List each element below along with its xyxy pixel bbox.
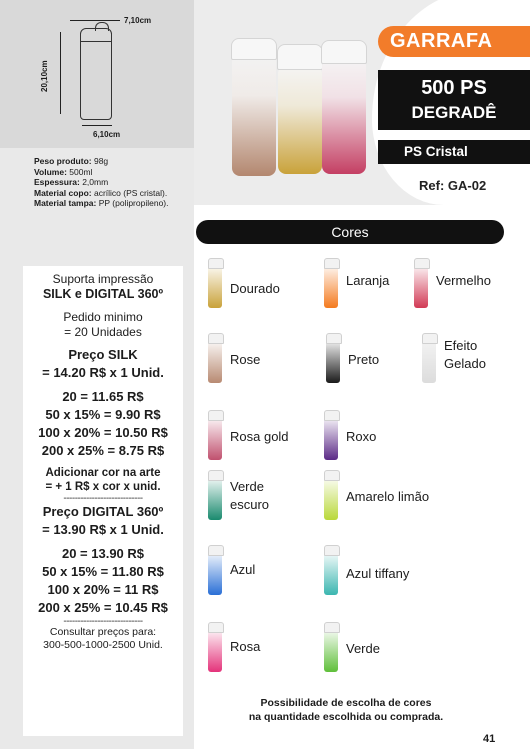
color-swatch <box>422 333 436 383</box>
width-label: 7,10cm <box>124 16 152 25</box>
extra-color-line-2: = + 1 R$ x cor x unid. <box>45 481 161 493</box>
material-title: PS Cristal <box>378 140 530 164</box>
reference-code: Ref: GA-02 <box>419 178 487 193</box>
support-line-1: Suporta impressão <box>52 272 154 286</box>
spec-cup-material: Material copo: acrílico (PS cristal). <box>34 187 168 198</box>
silk-tier: 200 x 25% = 8.75 R$ <box>41 443 165 458</box>
page-number: 41 <box>483 733 496 745</box>
silk-tier: 100 x 20% = 10.50 R$ <box>38 425 168 440</box>
color-swatch <box>324 545 338 595</box>
color-label: Vermelho <box>436 273 491 288</box>
digital-tier: 20 = 13.90 R$ <box>61 546 145 561</box>
silk-price-title: Preço SILK <box>68 347 138 362</box>
separator: ---------------------------- <box>63 616 143 627</box>
color-label: Preto <box>348 352 380 367</box>
color-label: Rose <box>230 352 261 367</box>
color-swatch <box>208 622 222 672</box>
consult-line-2: 300-500-1000-2500 Unid. <box>43 639 163 651</box>
price-card <box>23 266 183 736</box>
footnote-line-2: na quantidade escolhida ou comprada. <box>248 711 444 723</box>
footnote-line-1: Possibilidade de escolha de cores <box>260 697 432 709</box>
spec-lid-material: Material tampa: PP (polipropileno). <box>34 198 169 209</box>
color-label: Laranja <box>346 273 390 288</box>
hero-bottle-rose <box>232 52 276 176</box>
color-label: Dourado <box>230 281 280 296</box>
digital-tier: 50 x 15% = 11.80 R$ <box>42 564 164 579</box>
consult-line-1: Consultar preços para: <box>49 626 157 638</box>
dimension-diagram <box>0 0 194 148</box>
height-arrow <box>60 32 61 114</box>
color-swatch <box>324 258 338 308</box>
color-label: Verde escuro <box>230 479 270 512</box>
hero-bottle-gold <box>278 64 322 174</box>
model-title-line-1: 500 PS <box>421 77 487 99</box>
color-label: Rosa gold <box>230 429 289 444</box>
silk-tier: 50 x 15% = 9.90 R$ <box>45 407 161 422</box>
width-arrow <box>70 20 120 21</box>
category-title: GARRAFA <box>378 26 530 57</box>
product-specs <box>34 156 184 209</box>
color-swatch <box>324 622 338 672</box>
spec-thickness: Espessura: 2,0mm <box>34 177 109 188</box>
digital-tier: 100 x 20% = 11 R$ <box>47 582 159 597</box>
height-label: 20,10cm <box>40 60 49 92</box>
min-order-line-2: = 20 Unidades <box>64 325 142 339</box>
spec-weight: Peso produto: 98g <box>34 156 109 166</box>
min-order-line-1: Pedido minimo <box>63 310 143 324</box>
color-swatch <box>208 410 222 460</box>
color-label: Azul tiffany <box>346 566 410 581</box>
color-label: Efeito Gelado <box>444 338 486 371</box>
spec-volume: Volume: 500ml <box>34 166 93 177</box>
support-line-2: SILK e DIGITAL 360º <box>42 287 164 301</box>
color-swatch <box>414 258 428 308</box>
color-swatch <box>324 410 338 460</box>
base-arrow <box>82 125 112 126</box>
silk-unit-price: = 14.20 R$ x 1 Unid. <box>42 365 164 380</box>
color-swatch <box>208 258 222 308</box>
color-swatch <box>326 333 340 383</box>
color-swatch <box>324 470 338 520</box>
color-label: Rosa <box>230 639 261 654</box>
base-label: 6,10cm <box>93 130 121 139</box>
colors-header: Cores <box>196 220 504 244</box>
color-label: Amarelo limão <box>346 489 430 504</box>
digital-price-title: Preço DIGITAL 360º <box>42 504 164 519</box>
color-swatch <box>208 333 222 383</box>
color-label: Roxo <box>346 429 377 444</box>
color-swatch <box>208 470 222 520</box>
model-title-line-2: DEGRADÊ <box>411 103 497 122</box>
digital-tier: 200 x 25% = 10.45 R$ <box>38 600 168 615</box>
separator: ---------------------------- <box>63 493 143 504</box>
footnote <box>224 696 468 724</box>
hero-bottle-pink <box>322 56 366 174</box>
color-label: Azul <box>230 562 256 577</box>
model-title-block <box>378 70 530 130</box>
silk-tier: 20 = 11.65 R$ <box>62 389 144 404</box>
color-swatch <box>208 545 222 595</box>
extra-color-line-1: Adicionar cor na arte <box>45 467 161 479</box>
bottle-cap-outline <box>80 28 112 42</box>
color-label: Verde <box>346 641 380 656</box>
digital-unit-price: = 13.90 R$ x 1 Unid. <box>42 522 164 537</box>
